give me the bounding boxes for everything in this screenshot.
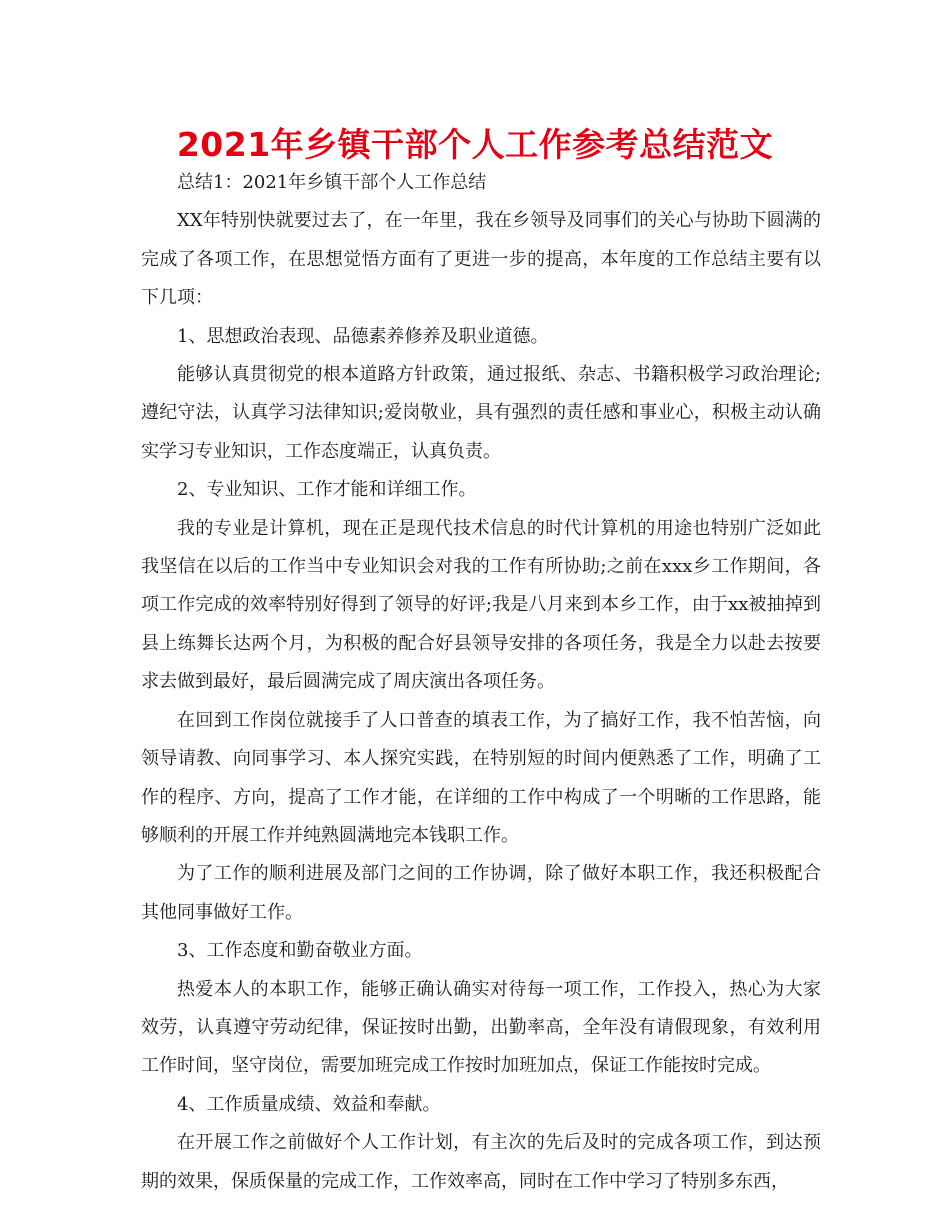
section-heading: 1、思想政治表现、品德素养修养及职业道德。	[177, 325, 549, 347]
paragraph: 能够认真贯彻党的根本道路方针政策，通过报纸、杂志、书籍积极学习政治理论;遵纪守法，认真学习法律知识;爱岗敬业，具有强烈的责任感和事业心，积极主动认确实学习专业知识，工作态度端正，认真负责。	[141, 364, 821, 462]
paragraph: 在回到工作岗位就接手了人口普查的填表工作，为了搞好工作，我不怕苦恼，向领导请教、向同事学习、本人探究实践，在特别短的时间内便熟悉了工作，明确了工作的程序、方向，提高了工作才能，在详细的工作中构成了一个明晰的工作思路，能够顺利的开展工作并纯熟圆满地完本钱职工作。	[141, 709, 821, 846]
paragraph: XX年特别快就要过去了，在一年里，我在乡领导及同事们的关心与协助下圆满的完成了各项工作，在思想觉悟方面有了更进一步的提高，本年度的工作总结主要有以下几项：	[141, 210, 821, 309]
section-heading: 2、专业知识、工作才能和详细工作。	[177, 479, 477, 501]
document-title: 2021年乡镇干部个人工作参考总结范文	[176, 125, 774, 164]
section-heading: 3、工作态度和勤奋敬业方面。	[177, 940, 423, 962]
document-body	[141, 164, 821, 1201]
paragraph: 我的专业是计算机，现在正是现代技术信息的时代计算机的用途也特别广泛如此我坚信在以后的工作当中专业知识会对我的工作有所协助;之前在xxx乡工作期间，各项工作完成的效率特别好得到了领导的好评;我是八月来到本乡工作，由于xx被抽掉到县上练舞长达两个月，为积极的配合好县领导安排的各项任务，我是全力以赴去按要求去做到最好，最后圆满完成了周庆演出各项任务。	[141, 517, 821, 693]
summary-heading: 总结1：2021年乡镇干部个人工作总结	[177, 172, 487, 193]
paragraph: 为了工作的顺利进展及部门之间的工作协调，除了做好本职工作，我还积极配合其他同事做好工作。	[141, 863, 821, 923]
section-heading: 4、工作质量成绩、效益和奉献。	[177, 1093, 441, 1115]
paragraph: 在开展工作之前做好个人工作计划，有主次的先后及时的完成各项工作，到达预期的效果，保质保量的完成工作，工作效率高，同时在工作中学习了特别多东西，	[141, 1132, 821, 1192]
paragraph: 热爱本人的本职工作，能够正确认确实对待每一项工作，工作投入，热心为大家效劳，认真遵守劳动纪律，保证按时出勤，出勤率高，全年没有请假现象，有效利用工作时间，坚守岗位，需要加班完成工作按时加班加点，保证工作能按时完成。	[141, 978, 821, 1077]
